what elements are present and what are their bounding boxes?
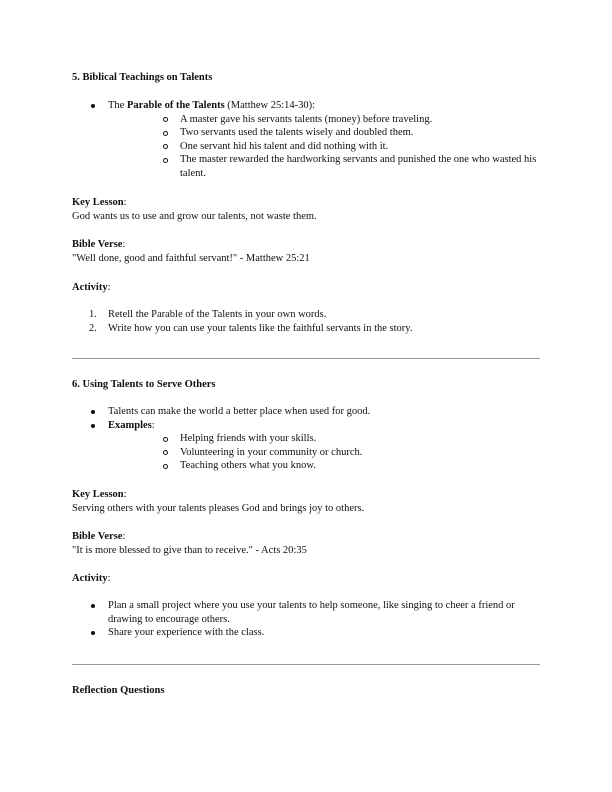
- list-item: The Parable of the Talents (Matthew 25:14-30): A master gave his servants talents (money) before traveling. Two servants used the talents wisely and doubled them. One servant hid his talent and did nothing with it. The master rewarded the hardworking servants and punished the one who wasted his talent.: [72, 99, 540, 180]
- key-lesson-text: Serving others with your talents pleases God and brings joy to others.: [72, 502, 365, 514]
- sub-list-item: One servant hid his talent and did nothing with it.: [108, 140, 540, 154]
- sub-list-item: Volunteering in your community or church.: [108, 446, 540, 460]
- key-lesson-label: Key Lesson: [72, 197, 124, 208]
- examples-sub-list: [108, 432, 540, 473]
- list-item: Talents can make the world a better place when used for good.: [72, 405, 540, 419]
- section-6-key-lesson: Key Lesson: Serving others with your talents pleases God and brings joy to others.: [72, 488, 540, 515]
- bible-verse-text: "Well done, good and faithful servant!" - Matthew 25:21: [72, 252, 310, 264]
- sub-list-item: Teaching others what you know.: [108, 459, 540, 473]
- examples-label: Examples: [108, 419, 152, 431]
- bible-verse-text: "It is more blessed to give than to receive." - Acts 20:35: [72, 544, 307, 556]
- key-lesson-text: God wants us to use and grow our talents, not waste them.: [72, 210, 317, 222]
- sub-list-item: The master rewarded the hardworking servants and punished the one who wasted his talent.: [108, 153, 540, 180]
- list-item: Examples: Helping friends with your skills. Volunteering in your community or church. Teaching others what you know.: [72, 419, 540, 473]
- parable-sub-list: [108, 113, 540, 181]
- section-6-bible-verse: Bible Verse: "It is more blessed to give than to receive." - Acts 20:35: [72, 530, 540, 557]
- section-6-activity-list: [72, 599, 540, 640]
- bible-verse-label: Bible Verse: [72, 239, 123, 250]
- list-item: Plan a small project where you use your talents to help someone, like singing to cheer a friend or drawing to encourage others.: [72, 599, 540, 626]
- section-5-key-lesson: Key Lesson: God wants us to use and grow our talents, not waste them.: [72, 196, 540, 223]
- section-5-heading: 5. Biblical Teachings on Talents: [72, 72, 213, 83]
- key-lesson-label: Key Lesson: [72, 489, 124, 500]
- sub-list-item: Two servants used the talents wisely and doubled them.: [108, 126, 540, 140]
- bible-verse-label: Bible Verse: [72, 531, 123, 542]
- section-6-heading: 6. Using Talents to Serve Others: [72, 379, 216, 390]
- section-6-bullets: [72, 405, 540, 473]
- section-5-bible-verse: Bible Verse: "Well done, good and faithful servant!" - Matthew 25:21: [72, 238, 540, 265]
- list-item: Share your experience with the class.: [72, 626, 540, 640]
- section-divider: [72, 358, 540, 359]
- section-divider: [72, 664, 540, 665]
- sub-list-item: Helping friends with your skills.: [108, 432, 540, 446]
- parable-title: Parable of the Talents: [126, 100, 225, 111]
- section-5-bullets: [72, 99, 540, 180]
- sub-list-item: A master gave his servants talents (money) before traveling.: [108, 113, 540, 127]
- reflection-heading: Reflection Questions: [72, 685, 165, 696]
- list-item: 1. Retell the Parable of the Talents in your own words.: [89, 309, 327, 320]
- document-page: [72, 0, 540, 792]
- list-item: 2. Write how you can use your talents like the faithful servants in the story.: [89, 322, 413, 334]
- section-5-activity-list: [72, 308, 540, 335]
- section-5-activity-label: Activity:: [72, 282, 111, 293]
- section-6-activity-label: Activity:: [72, 573, 111, 584]
